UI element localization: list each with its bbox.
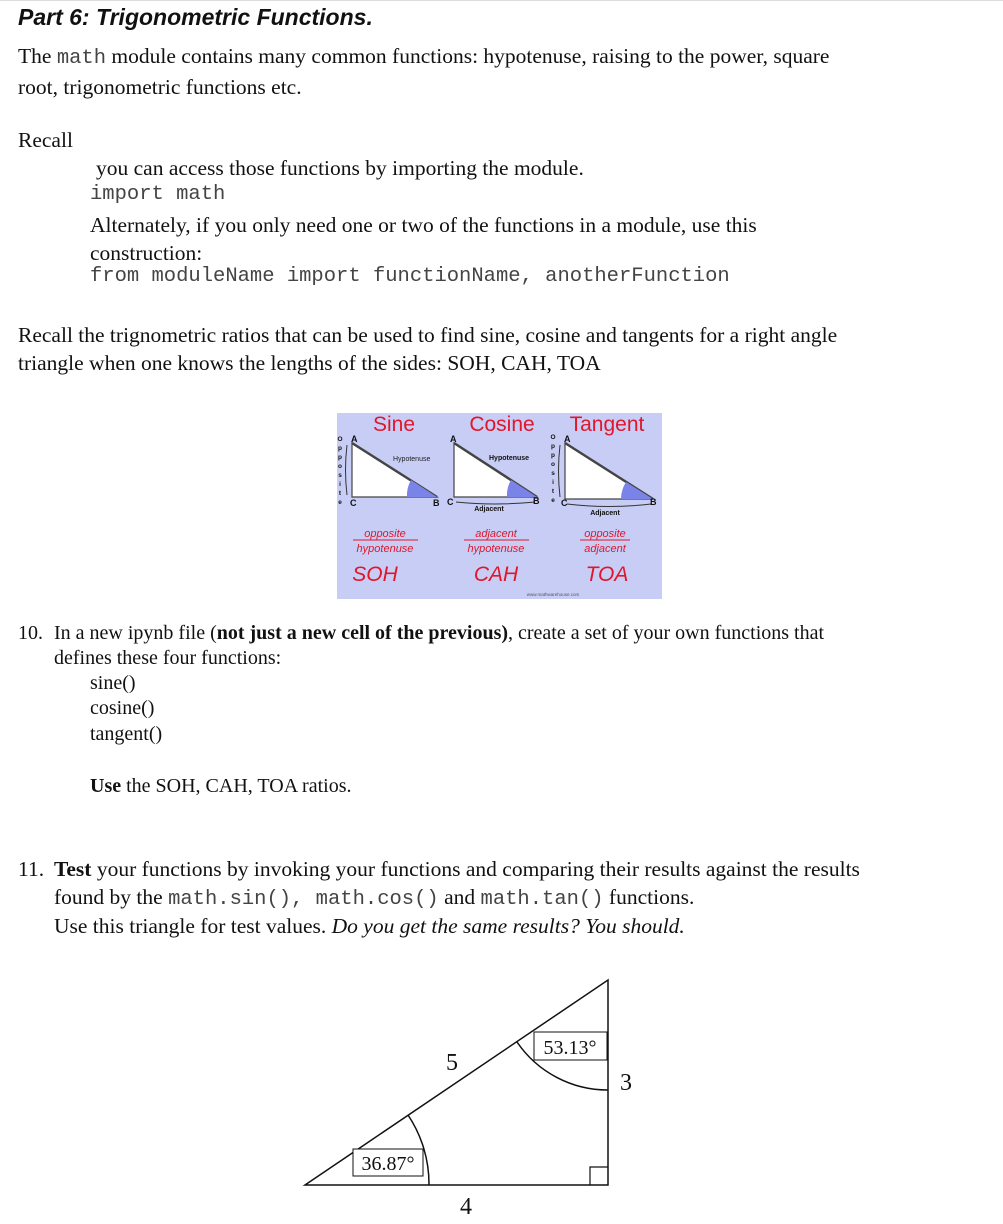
sine-side-letter: s (338, 472, 342, 479)
item-11-number: 11. (18, 857, 45, 881)
cosine-vertex-c: C (447, 497, 454, 507)
title-tangent: Tangent (569, 413, 645, 436)
mnemonic-soh: SOH (352, 563, 398, 586)
test-triangle (295, 970, 635, 1220)
sine-side-letter: p (338, 445, 342, 452)
tangent-side-letter: o (551, 461, 555, 468)
item-10-number: 10. (18, 622, 43, 644)
tangent-vertex-a: A (564, 434, 571, 444)
item-10-line1 (54, 621, 824, 646)
tangent-side-letter: s (551, 470, 555, 477)
intro-paragraph (18, 42, 829, 101)
sine-side-letter: e (338, 499, 342, 506)
item-11-line2 (54, 883, 694, 914)
sine-hypotenuse-label: Hypotenuse (393, 456, 431, 463)
recall-code1: import math (90, 183, 226, 206)
adjacent-label: 4 (460, 1194, 472, 1220)
sine-vertex-a: A (351, 434, 358, 444)
item-11-line3 (54, 912, 685, 940)
sine-fraction-denominator: hypotenuse (356, 543, 414, 555)
item-11-line1-rest: your functions by invoking your functions and comparing their results against the results (91, 857, 860, 881)
sine-side-letter: p (338, 454, 342, 461)
item-10-use-line (90, 774, 352, 799)
item-10-line1-bold: not just a new cell of the previous) (216, 622, 509, 644)
cosine-fraction-denominator: hypotenuse (467, 543, 525, 555)
item-11-line1-bold: Test (54, 857, 92, 881)
item-11-line2-code2: math.tan() (480, 888, 604, 911)
tangent-side-letter: O (550, 434, 556, 441)
recall-label: Recall (18, 128, 73, 152)
item-10-use-bold: Use (90, 775, 122, 797)
tangent-side-letter: i (552, 479, 554, 486)
intro-pre: The (18, 44, 57, 68)
item-11-line1 (54, 855, 860, 883)
opposite-label: 3 (620, 1070, 632, 1096)
ratios-line1: Recall the trignometric ratios that can be used to find sine, cosine and tangents for a right angle (18, 323, 838, 347)
tangent-side-letter: t (551, 488, 555, 495)
item-11-line2-post: functions. (603, 885, 695, 909)
sine-side-letter: O (337, 436, 343, 443)
cosine-hypotenuse-label: Hypotenuse (489, 455, 530, 462)
top-divider (0, 0, 1003, 1)
intro-post: module contains many common functions: hypotenuse, raising to the power, square (106, 44, 830, 68)
diagram-credit: www.mathwarehouse.com (526, 592, 580, 597)
intro-line2: root, trigonometric functions etc. (18, 75, 302, 99)
tangent-adjacent-label: Adjacent (590, 510, 620, 517)
item-10-line1-post: , create a set of your own functions that (508, 622, 825, 644)
tangent-vertex-c: C (561, 498, 568, 508)
item-10-line2: defines these four functions: (54, 647, 282, 669)
intro-code: math (56, 47, 107, 70)
mnemonic-toa: TOA (585, 563, 629, 586)
tangent-vertex-b: B (650, 497, 657, 507)
item-11-line3-pre: Use this triangle for test values. (54, 914, 332, 938)
item-11-line2-code: math.sin(), math.cos() (168, 888, 439, 911)
recall-code2: from moduleName import functionName, anotherFunction (90, 265, 730, 288)
tangent-side-letter: e (551, 497, 555, 504)
item-11-line2-mid: and (438, 885, 481, 909)
tangent-fraction-denominator: adjacent (584, 543, 626, 555)
item-11-line3-italic: Do you get the same results? You should. (331, 914, 685, 938)
ratios-paragraph (18, 321, 837, 377)
function-tangent: tangent() (90, 723, 163, 745)
cosine-fraction-numerator: adjacent (475, 528, 517, 540)
sine-vertex-b: B (433, 498, 440, 508)
sine-side-letter: i (339, 481, 341, 488)
cosine-vertex-b: B (533, 496, 540, 506)
cosine-adjacent-label: Adjacent (474, 506, 504, 513)
ratios-line2: triangle when one knows the lengths of the sides: SOH, CAH, TOA (18, 351, 601, 375)
title-sine: Sine (372, 413, 416, 436)
tangent-side-letter: p (551, 443, 555, 450)
item-11-line2-pre: found by the (54, 885, 169, 909)
recall-line2a: Alternately, if you only need one or two of the functions in a module, use this (90, 213, 757, 237)
hypotenuse-label: 5 (446, 1050, 458, 1076)
function-cosine: cosine() (90, 697, 155, 719)
angle-left-label: 36.87° (361, 1153, 415, 1175)
soh-cah-toa-diagram (337, 413, 662, 599)
mnemonic-cah: CAH (473, 563, 519, 586)
sine-side-letter: o (338, 463, 342, 470)
item-10-use-rest: the SOH, CAH, TOA ratios. (121, 775, 352, 797)
tangent-fraction-numerator: opposite (584, 528, 626, 540)
recall-line2b: construction: (90, 241, 203, 265)
sine-fraction-numerator: opposite (364, 528, 406, 540)
recall-line1: you can access those functions by importing the module. (96, 156, 584, 180)
item-10-line1-pre: In a new ipynb file ( (54, 622, 217, 644)
triangle-outline (305, 980, 608, 1185)
title-cosine: Cosine (469, 413, 535, 436)
function-sine: sine() (90, 672, 136, 694)
cosine-vertex-a: A (450, 434, 457, 444)
page-title: Part 6: Trigonometric Functions. (18, 4, 373, 30)
sine-vertex-c: C (350, 498, 357, 508)
sine-side-letter: t (338, 490, 342, 497)
angle-top-label: 53.13° (543, 1037, 597, 1059)
tangent-side-letter: p (551, 452, 555, 459)
